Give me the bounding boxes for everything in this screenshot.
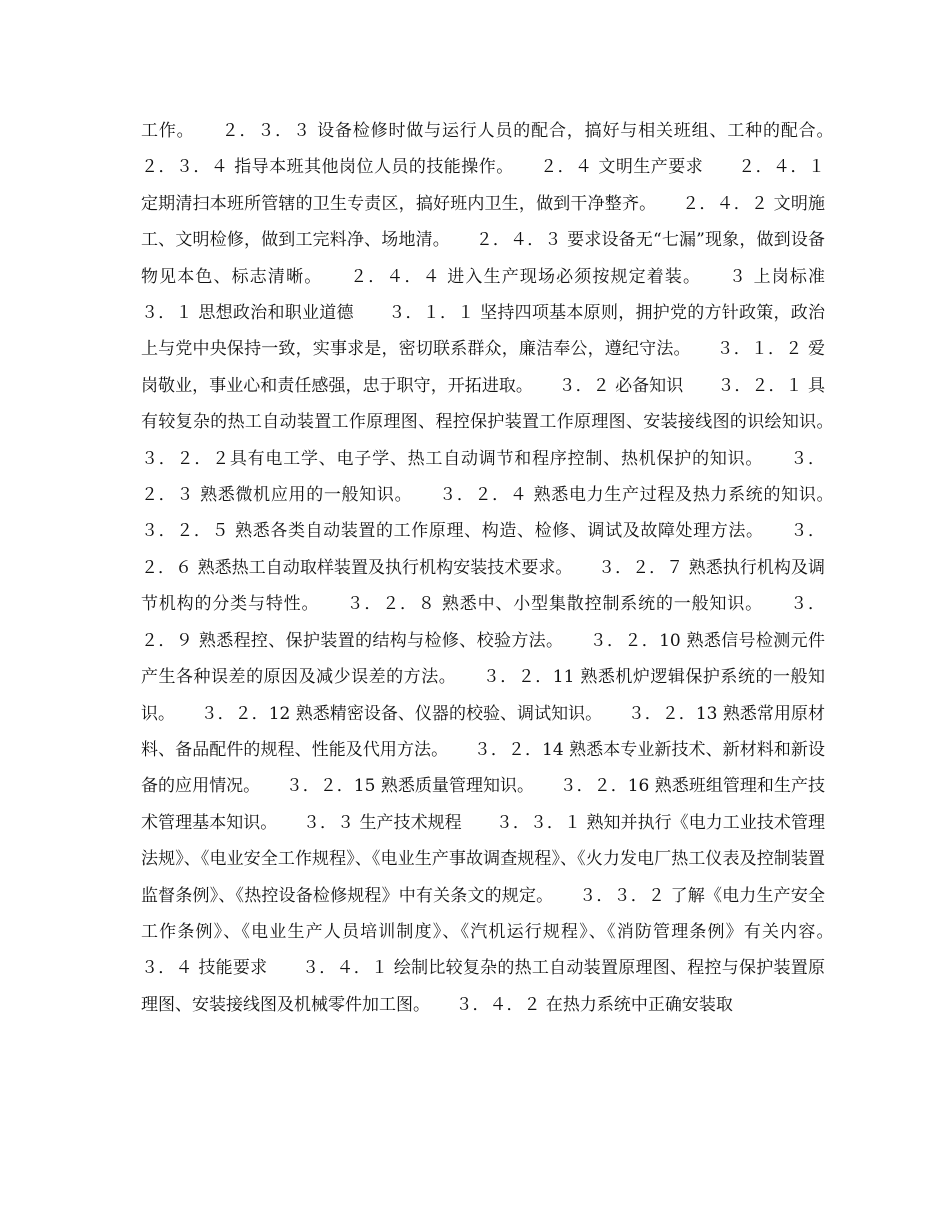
body-paragraph: 工作。 ２．３．３ 设备检修时做与运行人员的配合，搞好与相关班组、工种的配合。 ２．３．４ 指导本班其他岗位人员的技能操作。 ２．４ 文明生产要求 ２．４．１ 定期清扫本班所管辖的卫生专责区，搞好班内卫生，做到干净整齐。 ２．４．２ 文明施工、文明检修，做到工完料净、场地清。 ２．４．３ 要求设备无“七漏”现象，做到设备物见本色、标志清晰。 ２．４．４ 进入生产现场必须按规定着装。 ３ 上岗标准 ３．１ 思想政治和职业道德 ３．１．１ 坚持四项基本原则，拥护党的方针政策，政治上与党中央保持一致，实事求是，密切联系群众，廉洁奉公，遵纪守法。 ３．１．２ 爱岗敬业，事业心和责任感强，忠于职守，开拓进取。 ３．２ 必备知识 ３．２．１ 具有较复杂的热工自动装置工作原理图、程控保护装置工作原理图、安装接线图的识绘知识。 ３．２．２具有电工学、电子学、热工自动调节和程序控制、热机保护的知识。 ３．２．３ 熟悉微机应用的一般知识。 ３．２．４ 熟悉电力生产过程及热力系统的知识。 ３．２．５ 熟悉各类自动装置的工作原理、构造、检修、调试及故障处理方法。 ３．２．６ 熟悉热工自动取样装置及执行机构安装技术要求。 ３．２．７ 熟悉执行机构及调节机构的分类与特性。 ３．２．８ 熟悉中、小型集散控制系统的一般知识。 ３．２．９ 熟悉程控、保护装置的结构与检修、校验方法。 ３．２．10 熟悉信号检测元件产生各种误差的原因及减少误差的方法。 ３．２．11 熟悉机炉逻辑保护系统的一般知识。 ３．２．12 熟悉精密设备、仪器的校验、调试知识。 ３．２．13 熟悉常用原材料、备品配件的规程、性能及代用方法。 ３．２．14 熟悉本专业新技术、新材料和新设备的应用情况。 ３．２．15 熟悉质量管理知识。 ３．２．16 熟悉班组管理和生产技术管理基本知识。 ３．３ 生产技术规程 ３．３．１ 熟知并执行《电力工业技术管理法规》、《电业安全工作规程》、《电业生产事故调查规程》、《火力发电厂热工仪表及控制装置监督条例》、《热控设备检修规程》中有关条文的规定。 ３．３．２ 了解《电力生产安全工作条例》、《电业生产人员培训制度》、《汽机运行规程》、《消防管理条例》有关内容。 ３．４ 技能要求 ３．４．１ 绘制比较复杂的热工自动装置原理图、程控与保护装置原理图、安装接线图及机械零件加工图。 ３．４．２ 在热力系统中正确安装取 [141,121,859,1015]
